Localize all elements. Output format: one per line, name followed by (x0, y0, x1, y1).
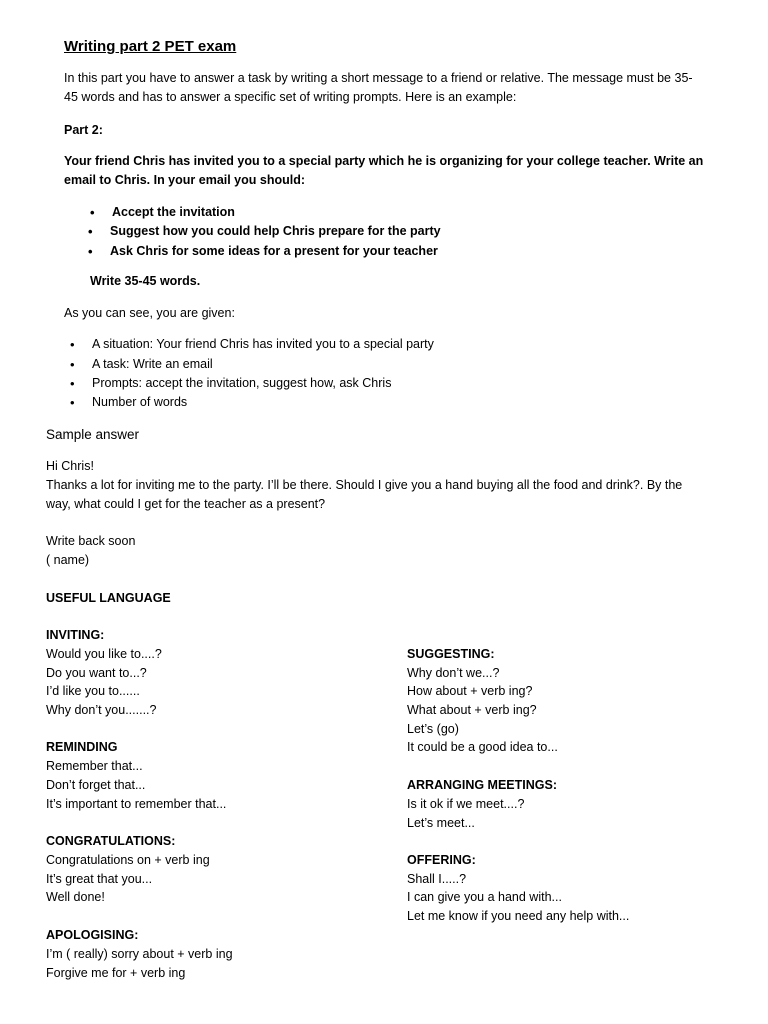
phrase-line: Why don’t you.......? (46, 703, 157, 717)
phrase-line: Congratulations on + verb ing (46, 853, 210, 867)
phrase-line: Well done! (46, 890, 105, 904)
phrase-line: Let’s meet... (407, 816, 475, 830)
useful-language-heading: USEFUL LANGUAGE (46, 591, 171, 605)
phrase-line: Why don’t we...? (407, 666, 500, 680)
given-intro: As you can see, you are given: (64, 306, 235, 320)
arranging-meetings-heading: ARRANGING MEETINGS: (407, 778, 557, 792)
phrase-line: I’d like you to...... (46, 684, 140, 698)
phrase-line: Forgive me for + verb ing (46, 966, 186, 980)
given-item: • A situation: Your friend Chris has invited you to a special party (92, 335, 434, 354)
given-item: • Prompts: accept the invitation, suggest how, ask Chris (92, 374, 391, 393)
phrase-line: Would you like to....? (46, 647, 162, 661)
offering-heading: OFFERING: (407, 853, 476, 867)
part-label: Part 2: (64, 123, 103, 137)
suggesting-heading: SUGGESTING: (407, 647, 495, 661)
congratulations-heading: CONGRATULATIONS: (46, 834, 176, 848)
intro-line-1: In this part you have to answer a task by writing a short message to a friend or relative. The message must be 35- (64, 71, 693, 85)
prompt-item: • Suggest how you could help Chris prepare for the party (110, 222, 441, 241)
reminding-heading: REMINDING (46, 740, 118, 754)
prompt-item: • Accept the invitation (112, 203, 235, 222)
task-line-2: email to Chris. In your email you should: (64, 173, 306, 187)
sample-heading: Sample answer (46, 427, 140, 442)
sample-greeting: Hi Chris! (46, 459, 94, 473)
phrase-line: What about + verb ing? (407, 703, 537, 717)
page-title: Writing part 2 PET exam (64, 38, 237, 55)
given-item: • A task: Write an email (92, 355, 213, 374)
phrase-line: It could be a good idea to... (407, 740, 558, 754)
given-item: • Number of words (92, 393, 187, 412)
sample-name: ( name) (46, 553, 90, 567)
sample-closing: Write back soon (46, 534, 136, 548)
phrase-line: Let me know if you need any help with... (407, 909, 630, 923)
phrase-line: Remember that... (46, 759, 143, 773)
sample-line-1: Thanks a lot for inviting me to the party. I’ll be there. Should I give you a hand buying all the food and drink?. By the (46, 478, 683, 492)
prompt-item: • Ask Chris for some ideas for a present for your teacher (110, 242, 438, 261)
word-limit: Write 35-45 words. (90, 274, 201, 288)
task-line-1: Your friend Chris has invited you to a special party which he is organizing for your college teacher. Write an (64, 154, 704, 168)
phrase-line: I can give you a hand with... (407, 890, 562, 904)
sample-line-2: way, what could I get for the teacher as a present? (46, 497, 326, 511)
phrase-line: Let’s (go) (407, 722, 459, 736)
phrase-line: Do you want to...? (46, 666, 147, 680)
inviting-heading: INVITING: (46, 628, 105, 642)
apologising-heading: APOLOGISING: (46, 928, 139, 942)
phrase-line: I’m ( really) sorry about + verb ing (46, 947, 233, 961)
phrase-line: How about + verb ing? (407, 684, 533, 698)
phrase-line: Don’t forget that... (46, 778, 146, 792)
phrase-line: It’s important to remember that... (46, 797, 227, 811)
phrase-line: Shall I.....? (407, 872, 467, 886)
intro-line-2: 45 words and has to answer a specific set of writing prompts. Here is an example: (64, 90, 517, 104)
phrase-line: Is it ok if we meet....? (407, 797, 525, 811)
phrase-line: It’s great that you... (46, 872, 153, 886)
